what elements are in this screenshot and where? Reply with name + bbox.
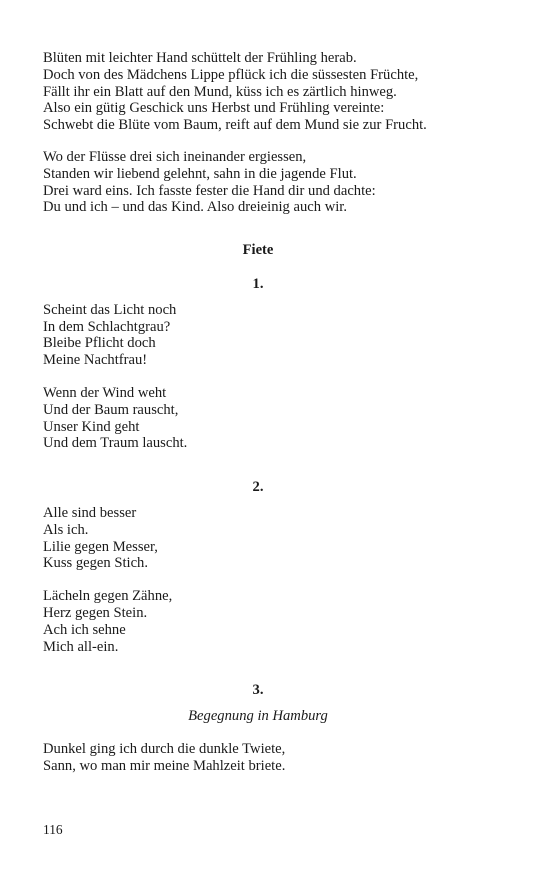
stanza-2 (43, 149, 513, 216)
poem-title: Fiete (242, 242, 274, 259)
section-3-subtitle: Begegnung in Hamburg (188, 708, 328, 725)
verse-line: Sann, wo man mir meine Mahlzeit briete. (43, 757, 286, 774)
verse-line: Herz gegen Stein. (43, 604, 148, 621)
verse-line: Unser Kind geht (43, 418, 140, 435)
section-gap (43, 293, 513, 302)
section-gap (43, 655, 513, 682)
verse-line: Du und ich – und das Kind. Also dreieinig auch wir. (43, 199, 347, 216)
section-gap (43, 496, 513, 505)
verse-line: In dem Schlachtgrau? (43, 318, 171, 335)
section-number-3: 3. (252, 682, 264, 699)
section-gap (43, 725, 513, 741)
verse-line: Fällt ihr ein Blatt auf den Mund, küss ich es zärtlich hinweg. (43, 83, 397, 100)
verse-line: Doch von des Mädchens Lippe pflück ich die süssesten Früchte, (43, 66, 419, 83)
verse-line: Standen wir liebend gelehnt, sahn in die jagende Flut. (43, 165, 357, 182)
section-2-stanza-a (43, 505, 513, 572)
verse-line: Und der Baum rauscht, (43, 401, 179, 418)
verse-line: Alle sind besser (43, 504, 137, 521)
verse-line: Wo der Flüsse drei sich ineinander ergiessen, (43, 148, 307, 165)
verse-line: Kuss gegen Stich. (43, 555, 148, 572)
verse-line: Als ich. (43, 521, 89, 538)
section-1-stanza-a (43, 302, 513, 369)
section-gap (43, 259, 513, 276)
verse-line: Bleibe Pflicht doch (43, 335, 156, 352)
stanza-gap (43, 134, 513, 149)
stanza-gap (43, 572, 513, 588)
stanza-1 (43, 50, 513, 134)
section-number-2: 2. (252, 479, 264, 496)
page-number: 116 (43, 822, 63, 837)
verse-line: Und dem Traum lauscht. (43, 435, 188, 452)
section-2-stanza-b (43, 588, 513, 655)
verse-line: Blüten mit leichter Hand schüttelt der Frühling herab. (43, 50, 357, 66)
section-gap (43, 699, 513, 708)
verse-line: Wenn der Wind weht (43, 384, 167, 401)
verse-line: Lächeln gegen Zähne, (43, 588, 173, 605)
section-gap (43, 216, 513, 242)
section-gap (43, 452, 513, 479)
verse-line: Lilie gegen Messer, (43, 538, 158, 555)
verse-line: Dunkel ging ich durch die dunkle Twiete, (43, 740, 286, 757)
verse-line: Ach ich sehne (43, 621, 126, 638)
verse-line: Also ein gütig Geschick uns Herbst und Frühling vereinte: (43, 100, 385, 117)
verse-line: Schwebt die Blüte vom Baum, reift auf dem Mund sie zur Frucht. (43, 117, 427, 134)
section-1-stanza-b (43, 385, 513, 452)
page-body (43, 50, 513, 775)
verse-line: Meine Nachtfrau! (43, 352, 148, 369)
section-3-stanza-a (43, 741, 513, 775)
section-number-1: 1. (252, 275, 264, 292)
stanza-gap (43, 369, 513, 385)
verse-line: Mich all-ein. (43, 638, 119, 655)
verse-line: Drei ward eins. Ich fasste fester die Hand dir und dachte: (43, 182, 376, 199)
verse-line: Scheint das Licht noch (43, 301, 177, 318)
